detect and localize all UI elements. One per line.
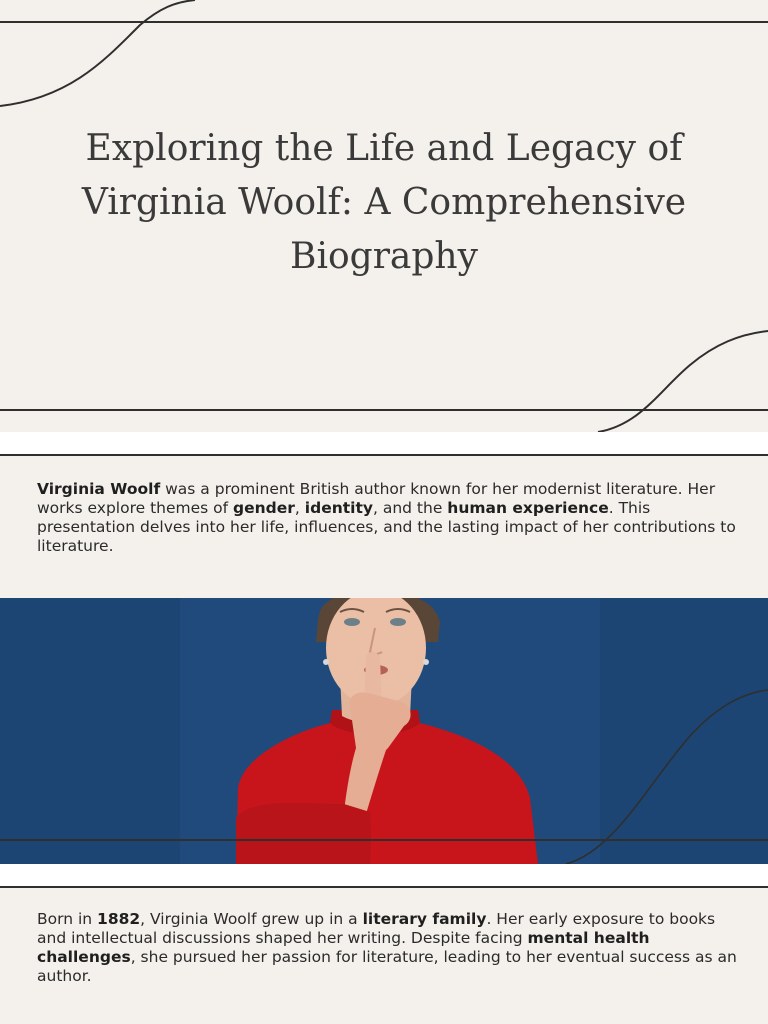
bold-term: gender <box>233 499 295 517</box>
text-run: was a prominent British author known for her modernist literature. Her works explore themes of <box>37 480 716 517</box>
title-slide <box>0 0 768 432</box>
bold-term: identity <box>304 499 373 517</box>
top-divider-line <box>0 454 768 456</box>
slide-gap <box>0 432 768 454</box>
bold-term: Virginia Woolf <box>37 480 161 498</box>
intro-slide <box>0 454 768 598</box>
text-run: , Virginia Woolf grew up in a <box>140 910 363 928</box>
text-run: , she pursued her passion for literature, leading to her eventual success as an author. <box>37 948 737 985</box>
top-divider-line <box>0 886 768 888</box>
bold-term: human experience <box>447 499 609 517</box>
bold-term: mental health challenges <box>37 929 650 966</box>
text-run: , <box>294 499 305 517</box>
photo-slide <box>0 598 768 864</box>
woman-photo <box>0 598 768 864</box>
bottom-divider-line <box>0 409 768 411</box>
page-title: Exploring the Life and Legacy of Virginia Woolf: A Comprehensive Biography <box>81 128 687 277</box>
text-run: . Her early exposure to books and intellectual discussions shaped her writing. Despite facing <box>37 910 716 947</box>
text-run: Born in <box>37 910 98 928</box>
intro-paragraph <box>37 480 737 556</box>
bold-term: 1882 <box>97 910 141 928</box>
bio-paragraph <box>37 910 737 986</box>
slide-gap <box>0 864 768 886</box>
text-run: . This presentation delves into her life, influences, and the lasting impact of her contributions to literature. <box>37 499 736 555</box>
text-run: , and the <box>372 499 448 517</box>
bold-term: literary family <box>362 910 487 928</box>
bio-slide <box>0 886 768 1024</box>
